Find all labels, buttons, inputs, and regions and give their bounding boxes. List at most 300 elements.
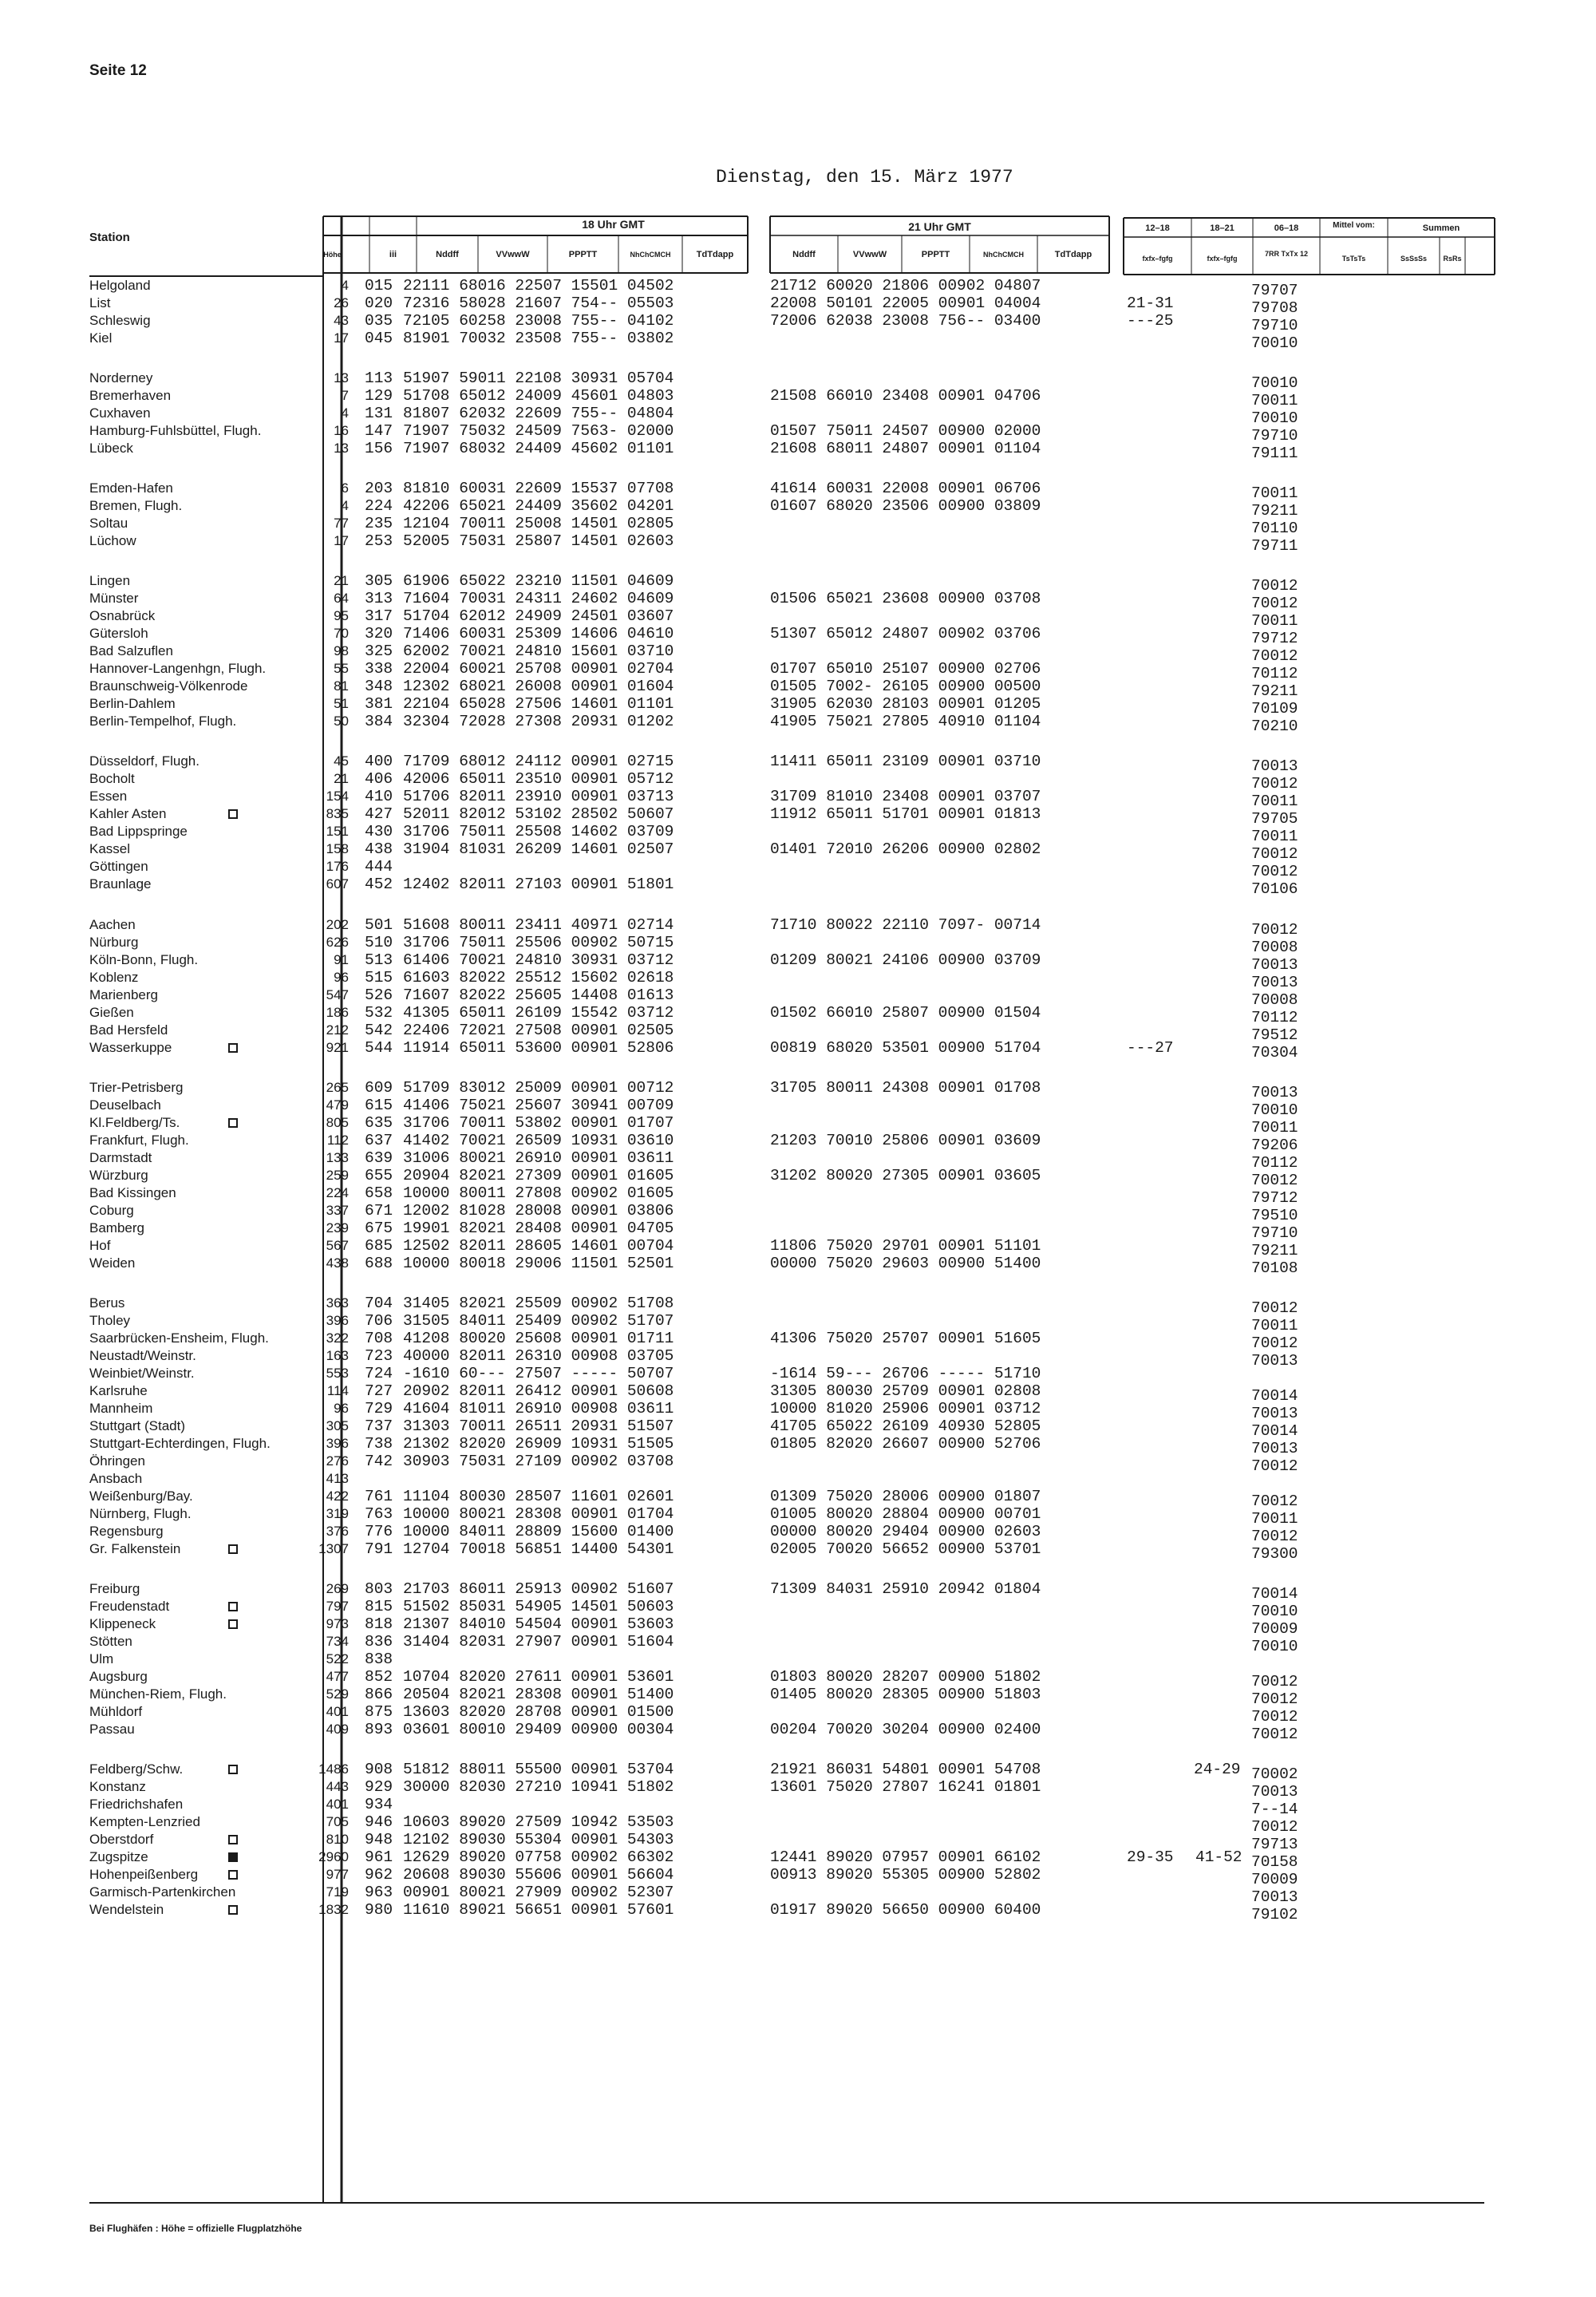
obs-18-groups: 20504 82021 28308 00901 51400	[403, 1686, 674, 1703]
station-name: Lingen	[89, 573, 131, 588]
obs-18: 113	[365, 370, 393, 387]
range-12-18: ---27	[1127, 1039, 1174, 1057]
station-height: 4	[341, 278, 349, 293]
obs-18-groups: 21307 84010 54504 00901 53603	[403, 1615, 674, 1633]
obs-18: 438	[365, 840, 393, 858]
obs-18-groups: 10000 80018 29006 11501 52501	[403, 1255, 674, 1272]
obs-18: 706	[365, 1312, 393, 1330]
obs-18-groups: 51709 83012 25009 00901 00712	[403, 1079, 674, 1097]
obs-21-groups: 31709 81010 23408 00901 03707	[770, 788, 1041, 805]
station-name: Kiel	[89, 330, 113, 346]
station-height: 17	[334, 330, 349, 346]
obs-18-groups: 22004 60021 25708 00901 02704	[403, 660, 674, 678]
station-height: 401	[326, 1704, 349, 1719]
header-vvwww-21: VVwwW	[852, 250, 887, 259]
obs-18-groups: 12629 89020 07758 00902 66302	[403, 1848, 674, 1866]
obs-18: 723	[365, 1347, 393, 1365]
station-name: Friedrichshafen	[89, 1797, 184, 1812]
station-height: 705	[326, 1814, 349, 1829]
station-height: 95	[334, 608, 349, 623]
station-name: Düsseldorf, Flugh.	[89, 753, 200, 769]
station-height: 529	[326, 1686, 349, 1702]
mean-value: 70011	[1251, 828, 1298, 845]
station-name: Augsburg	[89, 1669, 148, 1684]
open-square-icon	[228, 1602, 238, 1611]
obs-18: 637	[365, 1132, 393, 1149]
station-height: 13	[334, 370, 349, 385]
mean-value: 79711	[1251, 537, 1298, 555]
obs-18-groups: 61603 82022 25512 15602 02618	[403, 969, 674, 986]
mean-value: 79211	[1251, 1242, 1298, 1259]
obs-18-groups: 41208 80020 25608 00901 01711	[403, 1330, 674, 1347]
obs-18-groups: 71604 70031 24311 24602 04609	[403, 590, 674, 607]
obs-18: 838	[365, 1651, 393, 1668]
obs-21-groups: 31202 80020 27305 00901 03605	[770, 1167, 1041, 1184]
station-height: 7	[341, 388, 349, 403]
station-height: 734	[326, 1634, 349, 1649]
obs-21-groups: 01309 75020 28006 00900 01807	[770, 1488, 1041, 1505]
obs-18: 305	[365, 572, 393, 590]
obs-18-groups: 40000 82011 26310 00908 03705	[403, 1347, 674, 1365]
station-height: 4	[341, 405, 349, 421]
mean-value: 70012	[1251, 1492, 1298, 1510]
mean-value: 70013	[1251, 1405, 1298, 1422]
obs-18-groups: 41604 81011 26910 00908 03611	[403, 1400, 674, 1417]
obs-18: 615	[365, 1097, 393, 1114]
header-06-18-sub: 7RR TxTx 12	[1264, 250, 1309, 258]
mean-value: 70013	[1251, 1352, 1298, 1370]
station-name: Weißenburg/Bay.	[89, 1489, 193, 1504]
obs-18-groups: 41305 65011 26109 15542 03712	[403, 1004, 674, 1022]
mean-value: 70110	[1251, 520, 1298, 537]
obs-18: 020	[365, 295, 393, 312]
obs-18: 704	[365, 1295, 393, 1312]
station-name: Hohenpeißenberg	[89, 1867, 199, 1882]
station-name: Helgoland	[89, 278, 151, 293]
obs-18-groups: 31904 81031 26209 14601 02507	[403, 840, 674, 858]
mean-value: 70106	[1251, 880, 1298, 898]
obs-18: 635	[365, 1114, 393, 1132]
station-height: 810	[326, 1832, 349, 1847]
station-height: 96	[334, 970, 349, 985]
station-height: 607	[326, 876, 349, 892]
obs-18: 791	[365, 1540, 393, 1558]
obs-18-groups: 31706 70011 53802 00901 01707	[403, 1114, 674, 1132]
obs-21-groups: 21921 86031 54801 00901 54708	[770, 1761, 1041, 1778]
filled-square-icon	[228, 1852, 238, 1862]
station-name: Kassel	[89, 841, 131, 856]
station-name: Göttingen	[89, 859, 148, 874]
header-sums-sub2: RsRs	[1443, 255, 1462, 263]
mean-value: 70012	[1251, 1673, 1298, 1690]
obs-21-groups: 01005 80020 28804 00900 00701	[770, 1505, 1041, 1523]
obs-21-groups: 01506 65021 23608 00900 03708	[770, 590, 1041, 607]
open-square-icon	[228, 1905, 238, 1915]
station-name: Trier-Petrisberg	[89, 1080, 184, 1095]
obs-18: 513	[365, 951, 393, 969]
obs-18: 381	[365, 695, 393, 713]
obs-18: 852	[365, 1668, 393, 1686]
mean-value: 70010	[1251, 334, 1298, 352]
station-name: Coburg	[89, 1203, 134, 1218]
mean-value: 7--14	[1251, 1801, 1298, 1818]
station-height: 719	[326, 1884, 349, 1900]
header-iii: iii	[389, 250, 397, 259]
mean-value: 70009	[1251, 1871, 1298, 1888]
mean-value: 70304	[1251, 1044, 1298, 1062]
obs-18: 675	[365, 1220, 393, 1237]
header-station: Station	[89, 231, 130, 244]
station-name: Cuxhaven	[89, 405, 151, 421]
obs-18: 510	[365, 934, 393, 951]
mean-value: 79710	[1251, 1224, 1298, 1242]
header-ppptt-21: PPPTT	[921, 250, 950, 259]
mean-value: 79708	[1251, 299, 1298, 317]
obs-18: 444	[365, 858, 393, 876]
obs-18-groups: 42006 65011 23510 00901 05712	[403, 770, 674, 788]
obs-18-groups: 20902 82011 26412 00901 50608	[403, 1382, 674, 1400]
station-height: 45	[334, 753, 349, 769]
obs-18: 035	[365, 312, 393, 330]
obs-21-groups: 71710 80022 22110 7097- 00714	[770, 916, 1041, 934]
station-name: Marienberg	[89, 987, 158, 1002]
header-18-21-sub: fxfx–fgfg	[1207, 255, 1238, 263]
station-name: Weinbiet/Weinstr.	[89, 1366, 195, 1381]
station-height: 396	[326, 1313, 349, 1328]
mean-value: 70011	[1251, 793, 1298, 810]
open-square-icon	[228, 1118, 238, 1128]
station-height: 239	[326, 1220, 349, 1235]
station-height: 797	[326, 1599, 349, 1614]
obs-18: 737	[365, 1417, 393, 1435]
station-name: Stuttgart (Stadt)	[89, 1418, 185, 1433]
obs-18: 609	[365, 1079, 393, 1097]
obs-18: 761	[365, 1488, 393, 1505]
obs-21-groups: 01405 80020 28305 00900 51803	[770, 1686, 1041, 1703]
mean-value: 70012	[1251, 1457, 1298, 1475]
header-12-18: 12–18	[1145, 223, 1170, 233]
mean-value: 79211	[1251, 682, 1298, 700]
obs-18-groups: 31404 82031 27907 00901 51604	[403, 1633, 674, 1651]
obs-21-groups: 41306 75020 25707 00901 51605	[770, 1330, 1041, 1347]
mean-value: 70008	[1251, 991, 1298, 1009]
obs-18: 708	[365, 1330, 393, 1347]
obs-21-groups: 11806 75020 29701 00901 51101	[770, 1237, 1041, 1255]
mean-value: 70012	[1251, 595, 1298, 612]
station-name: Saarbrücken-Ensheim, Flugh.	[89, 1330, 269, 1346]
obs-18-groups: 10704 82020 27611 00901 53601	[403, 1668, 674, 1686]
mean-value: 79300	[1251, 1545, 1298, 1563]
station-name: Berlin-Dahlem	[89, 696, 176, 711]
mean-value: 70012	[1251, 577, 1298, 595]
obs-18: 946	[365, 1813, 393, 1831]
station-height: 212	[326, 1022, 349, 1038]
station-height: 70	[334, 626, 349, 641]
mean-value: 70012	[1251, 863, 1298, 880]
mean-value: 70014	[1251, 1387, 1298, 1405]
obs-18: 526	[365, 986, 393, 1004]
station-name: Deuselbach	[89, 1097, 161, 1113]
open-square-icon	[228, 809, 238, 819]
header-ppptt-18: PPPTT	[568, 250, 598, 259]
header-sums: Summen	[1422, 223, 1460, 233]
obs-18-groups: 51502 85031 54905 14501 50603	[403, 1598, 674, 1615]
obs-18-groups: 31303 70011 26511 20931 51507	[403, 1417, 674, 1435]
obs-18: 815	[365, 1598, 393, 1615]
header-18-gmt: 18 Uhr GMT	[582, 218, 645, 231]
obs-18: 313	[365, 590, 393, 607]
station-name: Stuttgart-Echterdingen, Flugh.	[89, 1436, 271, 1451]
station-height: 96	[334, 1401, 349, 1416]
station-height: 276	[326, 1453, 349, 1469]
obs-21-groups: 21203 70010 25806 00901 03609	[770, 1132, 1041, 1149]
station-name: Mühldorf	[89, 1704, 143, 1719]
mean-value: 70009	[1251, 1620, 1298, 1638]
station-height: 805	[326, 1115, 349, 1130]
header-height: Höhe	[323, 251, 342, 259]
header-mean-sub: TsTsTs	[1341, 255, 1366, 263]
station-name: Nürburg	[89, 935, 139, 950]
station-name: Ansbach	[89, 1471, 143, 1486]
obs-18: 818	[365, 1615, 393, 1633]
mean-value: 70210	[1251, 718, 1298, 735]
mean-value: 70013	[1251, 757, 1298, 775]
obs-18-groups: 12002 81028 28008 00901 03806	[403, 1202, 674, 1220]
obs-18-groups: 61406 70021 24810 30931 03712	[403, 951, 674, 969]
header-12-18-sub: fxfx–fgfg	[1142, 255, 1173, 263]
station-height: 835	[326, 806, 349, 821]
mean-value: 70014	[1251, 1422, 1298, 1440]
obs-18-groups: 71907 68032 24409 45602 01101	[403, 440, 674, 457]
mean-value: 70011	[1251, 392, 1298, 409]
obs-18: 224	[365, 497, 393, 515]
station-height: 13	[334, 441, 349, 456]
station-name: Hamburg-Fuhlsbüttel, Flugh.	[89, 423, 262, 438]
station-name: Kahler Asten	[89, 806, 167, 821]
obs-18-groups: 11104 80030 28507 11601 02601	[403, 1488, 674, 1505]
obs-18-groups: 30000 82030 27210 10941 51802	[403, 1778, 674, 1796]
obs-18: 803	[365, 1580, 393, 1598]
obs-18-groups: 81901 70032 23508 755-- 03802	[403, 330, 674, 347]
obs-18-groups: 31405 82021 25509 00902 51708	[403, 1295, 674, 1312]
station-name: Frankfurt, Flugh.	[89, 1133, 189, 1148]
station-height: 409	[326, 1722, 349, 1737]
station-name: Lübeck	[89, 441, 133, 456]
obs-18: 639	[365, 1149, 393, 1167]
station-name: Bad Hersfeld	[89, 1022, 168, 1038]
obs-18-groups: 13603 82020 28708 00901 01500	[403, 1703, 674, 1721]
station-height: 133	[326, 1150, 349, 1165]
obs-18: 542	[365, 1022, 393, 1039]
station-height: 413	[326, 1471, 349, 1486]
obs-18-groups: 72105 60258 23008 755-- 04102	[403, 312, 674, 330]
station-height: 6	[341, 480, 349, 496]
station-name: Ulm	[89, 1651, 114, 1666]
open-square-icon	[228, 1765, 238, 1774]
mean-value: 79712	[1251, 1189, 1298, 1207]
obs-18-groups: 51907 59011 22108 30931 05704	[403, 370, 674, 387]
mean-value: 70012	[1251, 1818, 1298, 1836]
obs-21-groups: 41705 65022 26109 40930 52805	[770, 1417, 1041, 1435]
station-height: 64	[334, 591, 349, 606]
obs-18-groups: 12104 70011 25008 14501 02805	[403, 515, 674, 532]
station-name: Würzburg	[89, 1168, 148, 1183]
station-name: Emden-Hafen	[89, 480, 173, 496]
obs-18-groups: 12102 89030 55304 00901 54303	[403, 1831, 674, 1848]
station-name: Freiburg	[89, 1581, 140, 1596]
station-name: Gütersloh	[89, 626, 148, 641]
mean-value: 79510	[1251, 1207, 1298, 1224]
obs-18: 727	[365, 1382, 393, 1400]
station-height: 363	[326, 1295, 349, 1311]
obs-21-groups: 00000 80020 29404 00900 02603	[770, 1523, 1041, 1540]
station-height: 337	[326, 1203, 349, 1218]
obs-18: 671	[365, 1202, 393, 1220]
station-name: München-Riem, Flugh.	[89, 1686, 227, 1702]
obs-18: 776	[365, 1523, 393, 1540]
obs-21-groups: 02005 70020 56652 00900 53701	[770, 1540, 1041, 1558]
obs-18: 410	[365, 788, 393, 805]
obs-18-groups: 41402 70021 26509 10931 03610	[403, 1132, 674, 1149]
obs-18: 688	[365, 1255, 393, 1272]
mean-value: 70011	[1251, 484, 1298, 502]
obs-21-groups: 01401 72010 26206 00900 02802	[770, 840, 1041, 858]
obs-18: 400	[365, 753, 393, 770]
obs-18: 430	[365, 823, 393, 840]
station-name: Feldberg/Schw.	[89, 1761, 184, 1777]
station-height: 322	[326, 1330, 349, 1346]
obs-18-groups: 12402 82011 27103 00901 51801	[403, 876, 674, 893]
open-square-icon	[228, 1544, 238, 1554]
mean-value: 70010	[1251, 374, 1298, 392]
header-tdapp-18: TdTdapp	[696, 250, 734, 259]
obs-18: 203	[365, 480, 393, 497]
station-name: Konstanz	[89, 1779, 146, 1794]
station-height: 91	[334, 952, 349, 967]
obs-18-groups: 03601 80010 29409 00900 00304	[403, 1721, 674, 1738]
mean-value: 79710	[1251, 427, 1298, 445]
station-height: 626	[326, 935, 349, 950]
station-height: 973	[326, 1616, 349, 1631]
open-square-icon	[228, 1043, 238, 1053]
obs-21-groups: 31705 80011 24308 00901 01708	[770, 1079, 1041, 1097]
header-nh-21: NhChCMCH	[983, 251, 1024, 259]
station-height: 265	[326, 1080, 349, 1095]
mean-value: 70012	[1251, 1528, 1298, 1545]
station-name: Bremen, Flugh.	[89, 498, 183, 513]
obs-18: 384	[365, 713, 393, 730]
obs-21-groups: 01209 80021 24106 00900 03709	[770, 951, 1041, 969]
obs-18-groups: 31706 75011 25508 14602 03709	[403, 823, 674, 840]
obs-18-groups: 61906 65022 23210 11501 04609	[403, 572, 674, 590]
station-name: Passau	[89, 1722, 135, 1737]
header-06-18: 06–18	[1274, 223, 1299, 233]
obs-18: 253	[365, 532, 393, 550]
obs-18-groups: 71709 68012 24112 00901 02715	[403, 753, 674, 770]
mean-value: 79102	[1251, 1906, 1298, 1923]
open-square-icon	[228, 1619, 238, 1629]
obs-18-groups: 22406 72021 27508 00901 02505	[403, 1022, 674, 1039]
station-height: 438	[326, 1255, 349, 1271]
obs-18-groups: 51812 88011 55500 00901 53704	[403, 1761, 674, 1778]
station-height: 259	[326, 1168, 349, 1183]
obs-18-groups: 52005 75031 25807 14501 02603	[403, 532, 674, 550]
obs-18: 129	[365, 387, 393, 405]
obs-21-groups: 01805 82020 26607 00900 52706	[770, 1435, 1041, 1453]
mean-value: 70011	[1251, 1119, 1298, 1137]
mean-value: 79111	[1251, 445, 1298, 462]
station-height: 43	[334, 313, 349, 328]
station-height: 305	[326, 1418, 349, 1433]
mean-value: 70112	[1251, 1009, 1298, 1026]
obs-18: 515	[365, 969, 393, 986]
obs-18: 948	[365, 1831, 393, 1848]
obs-18-groups: 30903 75031 27109 00902 03708	[403, 1453, 674, 1470]
obs-21-groups: 00913 89020 55305 00900 52802	[770, 1866, 1041, 1884]
obs-18-groups: 71406 60031 25309 14606 04610	[403, 625, 674, 642]
mean-value: 70012	[1251, 1172, 1298, 1189]
mean-value: 79705	[1251, 810, 1298, 828]
station-height: 921	[326, 1040, 349, 1055]
station-height: 553	[326, 1366, 349, 1381]
header-ddff-18: Nddff	[436, 250, 459, 259]
obs-18: 962	[365, 1866, 393, 1884]
mean-value: 70013	[1251, 956, 1298, 974]
obs-18-groups: 00901 80021 27909 00902 52307	[403, 1884, 674, 1901]
obs-18-groups: 51706 82011 23910 00901 03713	[403, 788, 674, 805]
obs-18-groups: 12302 68021 26008 00901 01604	[403, 678, 674, 695]
page-number: Seite 12	[89, 62, 147, 79]
obs-21-groups: 11912 65011 51701 00901 01813	[770, 805, 1041, 823]
station-name: Aachen	[89, 917, 136, 932]
station-height: 522	[326, 1651, 349, 1666]
obs-18-groups: 71907 75032 24509 7563- 02000	[403, 422, 674, 440]
station-height: 112	[326, 1133, 349, 1148]
mean-value: 70013	[1251, 974, 1298, 991]
obs-21-groups: 71309 84031 25910 20942 01804	[770, 1580, 1041, 1598]
obs-18-groups: 51704 62012 24909 24501 03607	[403, 607, 674, 625]
station-name: Neustadt/Weinstr.	[89, 1348, 196, 1363]
obs-21-groups: 10000 81020 25906 00901 03712	[770, 1400, 1041, 1417]
obs-21-groups: 01917 89020 56650 00900 60400	[770, 1901, 1041, 1919]
station-height: 1486	[318, 1761, 349, 1777]
obs-18-groups: 52011 82012 53102 28502 50607	[403, 805, 674, 823]
obs-18: 929	[365, 1778, 393, 1796]
station-name: Bad Kissingen	[89, 1185, 176, 1200]
mean-value: 70012	[1251, 1334, 1298, 1352]
obs-21-groups: 01502 66010 25807 00900 01504	[770, 1004, 1041, 1022]
obs-21-groups: 21608 68011 24807 00901 01104	[770, 440, 1041, 457]
station-height: 422	[326, 1489, 349, 1504]
header-18-21: 18–21	[1210, 223, 1235, 233]
station-name: Tholey	[89, 1313, 131, 1328]
station-name: Kempten-Lenzried	[89, 1814, 200, 1829]
station-name: Weiden	[89, 1255, 136, 1271]
obs-18: 501	[365, 916, 393, 934]
station-height: 567	[326, 1238, 349, 1253]
obs-18: 729	[365, 1400, 393, 1417]
obs-21-groups: 13601 75020 27807 16241 01801	[770, 1778, 1041, 1796]
obs-18-groups: 32304 72028 27308 20931 01202	[403, 713, 674, 730]
obs-18-groups: 41406 75021 25607 30941 00709	[403, 1097, 674, 1114]
obs-18: 338	[365, 660, 393, 678]
station-name: Stötten	[89, 1634, 132, 1649]
station-height: 77	[334, 516, 349, 531]
obs-18-groups: 62002 70021 24810 15601 03710	[403, 642, 674, 660]
open-square-icon	[228, 1870, 238, 1880]
obs-18-groups: 20608 89030 55606 00901 56604	[403, 1866, 674, 1884]
station-height: 443	[326, 1779, 349, 1794]
